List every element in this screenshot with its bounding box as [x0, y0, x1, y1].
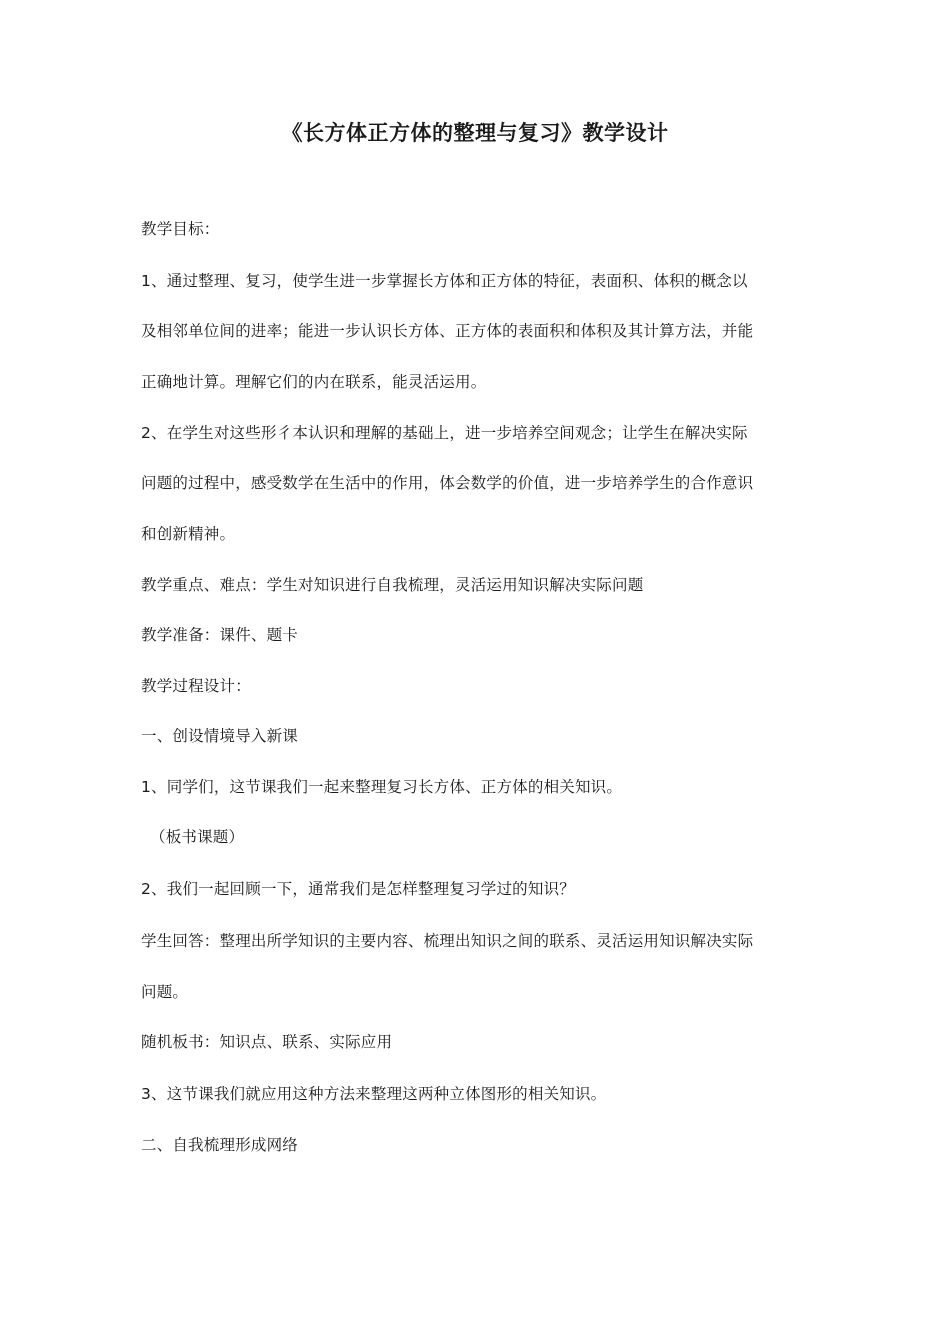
- paragraph-line: 问题。: [141, 983, 189, 1001]
- section-heading-two: 二、自我梳理形成网络: [141, 1136, 299, 1154]
- section-heading-one: 一、创设情境导入新课: [141, 727, 299, 745]
- paragraph-line-board-title: （板书课题）: [150, 828, 245, 846]
- paragraph-line-process-heading: 教学过程设计：: [141, 677, 251, 695]
- paragraph-line: 随机板书：知识点、联系、实际应用: [141, 1033, 393, 1051]
- paragraph-line: 正确地计算。理解它们的内在联系，能灵活运用。: [141, 373, 487, 391]
- document-title: 《长方体正方体的整理与复习》教学设计: [281, 121, 669, 145]
- paragraph-line-key-points: 教学重点、难点：学生对知识进行自我梳理，灵活运用知识解决实际问题: [141, 576, 644, 594]
- paragraph-line: 1、通过整理、复习，使学生进一步掌握长方体和正方体的特征，表面积、体积的概念以: [141, 272, 748, 290]
- paragraph-line: 2、我们一起回顾一下，通常我们是怎样整理复习学过的知识？: [141, 880, 575, 898]
- paragraph-line: 3、这节课我们就应用这种方法来整理这两种立体图形的相关知识。: [141, 1085, 607, 1103]
- paragraph-line: 学生回答：整理出所学知识的主要内容、梳理出知识之间的联系、灵活运用知识解决实际: [141, 932, 754, 950]
- paragraph-line-objectives-heading: 教学目标：: [141, 220, 220, 238]
- paragraph-line: 问题的过程中，感受数学在生活中的作用，体会数学的价值，进一步培养学生的合作意识: [141, 474, 754, 492]
- paragraph-line: 1、同学们，这节课我们一起来整理复习长方体、正方体的相关知识。: [141, 778, 623, 796]
- paragraph-line: 2、在学生对这些形彳本认识和理解的基础上，进一步培养空间观念；让学生在解决实际: [141, 424, 748, 442]
- paragraph-line-preparation: 教学准备：课件、题卡: [141, 626, 299, 644]
- paragraph-line: 及相邻单位间的进率；能进一步认识长方体、正方体的表面积和体积及其计算方法，并能: [141, 322, 754, 340]
- paragraph-line: 和创新精神。: [141, 525, 236, 543]
